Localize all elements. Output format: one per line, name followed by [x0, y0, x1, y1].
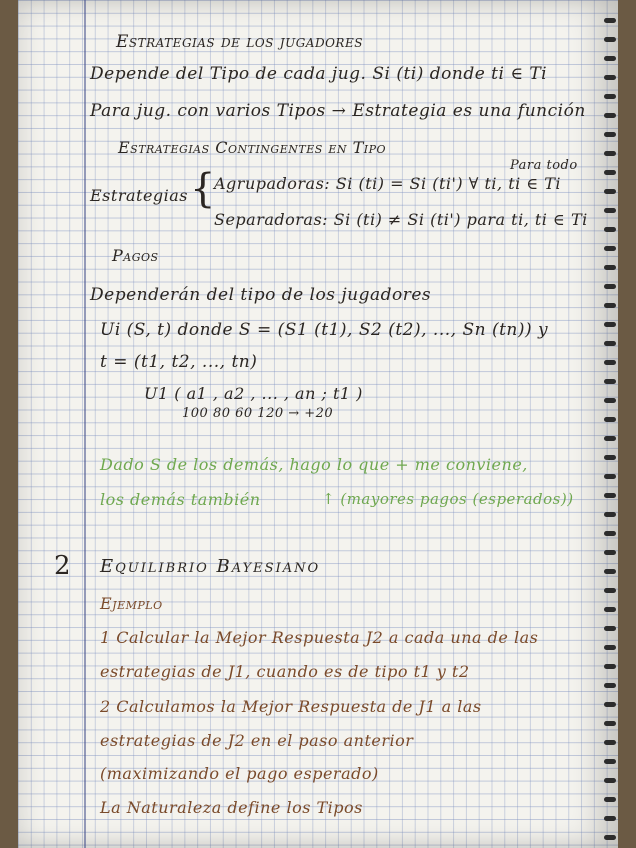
spiral-ring — [604, 588, 616, 593]
spiral-ring — [604, 797, 616, 802]
spiral-ring — [604, 37, 616, 42]
step-1-line-1: 1 Calcular la Mejor Respuesta J2 a cada una de las — [100, 628, 539, 647]
spiral-ring — [604, 607, 616, 612]
spiral-ring — [604, 778, 616, 783]
spiral-ring — [604, 626, 616, 631]
spiral-ring — [604, 322, 616, 327]
brace: { — [190, 166, 216, 212]
spiral-ring — [604, 835, 616, 840]
agrupadoras-line: Agrupadoras: Si (ti) = Si (ti') ∀ ti, ti ∈ Ti — [214, 174, 562, 193]
spiral-ring — [604, 569, 616, 574]
spiral-ring — [604, 227, 616, 232]
green-note-2b: ↑ (mayores pagos (esperados)) — [322, 490, 574, 508]
note-line-8: U1 ( a1 , a2 , ... , an ; t1 ) — [144, 384, 363, 403]
spiral-ring — [604, 512, 616, 517]
spiral-ring — [604, 550, 616, 555]
notebook-page — [18, 0, 618, 848]
spiral-ring — [604, 436, 616, 441]
spiral-ring — [604, 113, 616, 118]
section2-title: Equilibrio Bayesiano — [100, 556, 321, 577]
spiral-ring — [604, 759, 616, 764]
spiral-ring — [604, 246, 616, 251]
note-line-7: t = (t1, t2, ..., tn) — [100, 352, 258, 372]
spiral-ring — [604, 18, 616, 23]
spiral-ring — [604, 94, 616, 99]
spiral-ring — [604, 531, 616, 536]
note-line-5: Dependerán del tipo de los jugadores — [90, 285, 432, 305]
spiral-ring — [604, 189, 616, 194]
spiral-ring — [604, 132, 616, 137]
margin-line — [84, 0, 86, 848]
green-note-2: los demás también — [100, 490, 261, 509]
spiral-ring — [604, 398, 616, 403]
section-heading: Estrategias de los jugadores — [116, 32, 363, 52]
note-line-2: Para jug. con varios Tipos → Estrategia es una función — [90, 101, 586, 121]
spiral-ring — [604, 341, 616, 346]
spiral-ring — [604, 702, 616, 707]
note-line-3: Estrategias Contingentes en Tipo — [118, 138, 387, 157]
spiral-ring — [604, 664, 616, 669]
spiral-ring — [604, 303, 616, 308]
spiral-ring — [604, 816, 616, 821]
spiral-binding — [602, 0, 618, 848]
naturaleza-line: La Naturaleza define los Tipos — [100, 798, 363, 817]
spiral-ring — [604, 417, 616, 422]
spiral-ring — [604, 683, 616, 688]
pagos-heading: Pagos — [112, 246, 159, 265]
spiral-ring — [604, 455, 616, 460]
estrategias-label: Estrategias — [90, 186, 189, 205]
note-line-1: Depende del Tipo de cada jug. Si (ti) donde ti ∈ Ti — [90, 64, 548, 84]
step-2-line-3: (maximizando el pago esperado) — [100, 764, 379, 783]
spiral-ring — [604, 284, 616, 289]
annotation-para-todo: Para todo — [510, 158, 578, 173]
spiral-ring — [604, 75, 616, 80]
ejemplo-heading: Ejemplo — [100, 594, 163, 613]
section-number: 2 — [54, 551, 72, 581]
step-1-line-2: estrategias de J1, cuando es de tipo t1 y t2 — [100, 662, 470, 681]
spiral-ring — [604, 56, 616, 61]
spiral-ring — [604, 474, 616, 479]
separadoras-line: Separadoras: Si (ti) ≠ Si (ti') para ti, ti ∈ Ti — [214, 210, 588, 229]
note-line-6: Ui (S, t) donde S = (S1 (t1), S2 (t2), ..., Sn (tn)) y — [100, 320, 549, 340]
spiral-ring — [604, 645, 616, 650]
spiral-ring — [604, 379, 616, 384]
green-note-1: Dado S de los demás, hago lo que + me conviene, — [100, 455, 528, 474]
step-2-line-2: estrategias de J2 en el paso anterior — [100, 731, 414, 750]
spiral-ring — [604, 208, 616, 213]
spiral-ring — [604, 265, 616, 270]
spiral-ring — [604, 721, 616, 726]
spiral-ring — [604, 740, 616, 745]
spiral-ring — [604, 493, 616, 498]
step-2-line-1: 2 Calculamos la Mejor Respuesta de J1 a las — [100, 697, 482, 716]
spiral-ring — [604, 360, 616, 365]
spiral-ring — [604, 170, 616, 175]
spiral-ring — [604, 151, 616, 156]
note-line-9: 100 80 60 120 → +20 — [182, 406, 334, 421]
